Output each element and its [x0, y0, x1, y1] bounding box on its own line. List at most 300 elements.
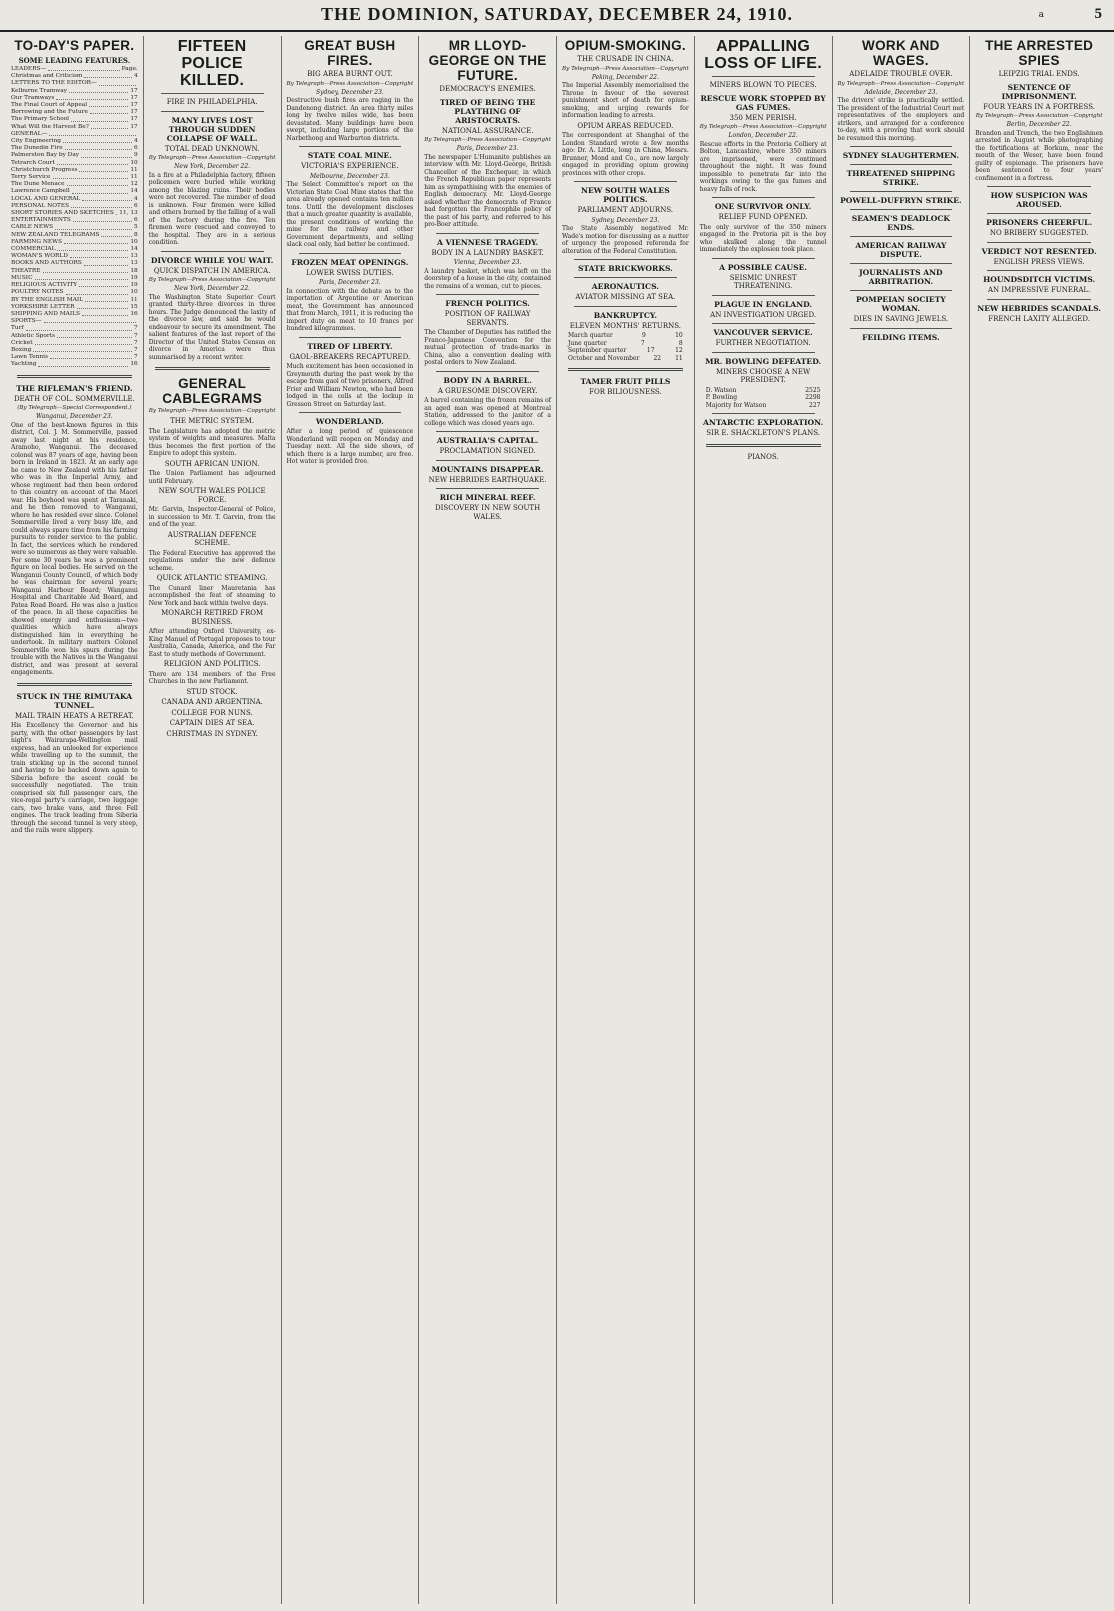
- index-label: FARMING NEWS: [11, 238, 63, 245]
- newspaper-title: THE DOMINION, SATURDAY, DECEMBER 24, 1910.: [321, 4, 793, 24]
- index-row: [11, 282, 138, 289]
- index-label: RELIGIOUS ACTIVITY: [11, 282, 78, 289]
- index-page: 10: [130, 238, 138, 245]
- bankruptcy-cell-b: 10: [675, 332, 683, 339]
- divider: [850, 191, 953, 192]
- index-page: 11, 13: [119, 210, 138, 217]
- subhead-investigation: AN INVESTIGATION URGED.: [710, 310, 817, 319]
- headline-powell-duffryn: POWELL-DUFFRYN STRIKE.: [840, 196, 962, 205]
- headline-sydney-slaughtermen: SYDNEY SLAUGHTERMEN.: [842, 151, 960, 160]
- index-row: [11, 325, 138, 332]
- dateline: Paris, December 23.: [319, 279, 381, 286]
- wire-credit: By Telegraph—Press Association—Copyright: [148, 408, 276, 414]
- headline-american-railway: AMERICAN RAILWAY DISPUTE.: [855, 241, 947, 259]
- divider: [850, 146, 953, 147]
- index-page: 7: [134, 354, 138, 361]
- index-page: 10: [130, 159, 138, 166]
- index-row: [11, 73, 138, 80]
- index-label: Christmas and Criticism: [11, 73, 83, 80]
- index-label: The Primary School: [11, 116, 70, 123]
- vote-row: [700, 394, 827, 402]
- leader-dots: [65, 145, 132, 150]
- majority-row: [700, 402, 827, 410]
- majority-value: 227: [809, 401, 821, 409]
- headline-appalling-loss: APPALLING LOSS OF LIFE.: [704, 38, 822, 72]
- index-row: [11, 260, 138, 267]
- subhead-railway-servants: POSITION OF RAILWAY SERVANTS.: [444, 310, 531, 327]
- index-page: 4: [134, 73, 138, 80]
- article-body: A laundry basket, which was left on the doorstep of a house in the city, contained the remains of a woman, cut to pieces.: [424, 267, 551, 290]
- index-page: 16: [130, 310, 138, 317]
- index-page: 12: [130, 181, 138, 188]
- index-page: 14: [130, 246, 138, 253]
- subhead-seismic-unrest: SEISMIC UNREST THREATENING.: [729, 273, 797, 290]
- wire-credit: (By Telegraph—Special Correspondent.): [17, 405, 132, 412]
- divider: [850, 328, 953, 329]
- leader-dots: [57, 333, 132, 338]
- index-row: [11, 311, 138, 318]
- subhead-shackleton: SIR E. SHACKLETON'S PLANS.: [706, 429, 820, 437]
- headline-nsw-politics: NEW SOUTH WALES POLITICS.: [581, 186, 670, 204]
- index-row: [11, 95, 138, 102]
- leader-dots: [56, 95, 128, 100]
- index-page: 9: [134, 152, 138, 159]
- index-page: 17: [130, 87, 138, 94]
- index-page: 11: [130, 166, 138, 173]
- index-row: [11, 102, 138, 109]
- divider: [436, 371, 539, 372]
- subhead-college-for-nuns: COLLEGE FOR NUNS.: [171, 708, 253, 717]
- article-body: The Chamber of Deputies has ratified the Franco-Japanese Convention for the mutual protection of trade-marks in China, also a convention dealing with postal orders to New Zealand.: [424, 329, 551, 366]
- headline-body-in-barrel: BODY IN A BARREL.: [443, 375, 532, 385]
- divider: [574, 259, 677, 260]
- article-body: Mr. Garvin, Inspector-General of Police, in succession to Mr. T. Garvin, from the end of the year.: [148, 506, 276, 528]
- leader-dots: [79, 282, 128, 287]
- bankruptcy-row: [562, 347, 689, 355]
- leader-dots: [63, 138, 132, 143]
- divider: [712, 197, 815, 198]
- index-page: 13: [130, 253, 138, 260]
- subhead-crusade-china: THE CRUSADE IN CHINA.: [577, 55, 674, 63]
- dateline: Wanganui, December 23.: [36, 413, 113, 421]
- index-label: GENERAL—: [11, 130, 48, 137]
- index-label: ENTERTAINMENTS: [11, 217, 71, 224]
- leader-dots: [82, 196, 132, 201]
- index-page: 6: [134, 145, 138, 152]
- index-row: [11, 340, 138, 347]
- index-label: BOOKS AND AUTHORS: [11, 260, 82, 267]
- leader-dots: [116, 210, 117, 215]
- leader-dots: [67, 181, 129, 186]
- subhead-earthquake: NEW HEBRIDES EARTHQUAKE.: [428, 475, 547, 484]
- divider: [436, 431, 539, 432]
- leader-dots: [70, 253, 128, 258]
- subhead-quick-dispatch: QUICK DISPATCH IN AMERICA.: [153, 266, 271, 275]
- subhead-defence-scheme: AUSTRALIAN DEFENCE SCHEME.: [167, 530, 257, 547]
- index-page: 11: [130, 296, 138, 303]
- dateline: Paris, December 23.: [456, 145, 519, 152]
- vote-cell-v: 2298: [805, 394, 821, 401]
- subhead-relief-fund: RELIEF FUND OPENED.: [718, 213, 808, 221]
- index-row: [11, 196, 138, 203]
- bankruptcy-cell-b: 11: [675, 354, 683, 362]
- divider: [850, 236, 953, 237]
- wire-credit: By Telegraph—Press Association—Copyright: [837, 80, 965, 87]
- article-body: After attending Oxford University, ex-King Manuel of Portugal proposes to tour Australia, Canada, America, and the Far East to study methods of Government.: [148, 628, 276, 658]
- subhead-gaol-breakers: GAOL-BREAKERS RECAPTURED.: [289, 352, 411, 361]
- divider: [299, 146, 402, 147]
- leader-dots: [57, 160, 129, 165]
- index-row: [11, 232, 138, 239]
- index-label: LETTERS TO THE EDITOR—: [11, 80, 97, 87]
- index-row: [11, 188, 138, 195]
- ad-headline-pianos: PIANOS.: [747, 452, 779, 461]
- divider: [850, 209, 953, 210]
- index-page: 15: [130, 303, 138, 310]
- divider: [436, 460, 539, 461]
- leader-dots: [72, 188, 129, 193]
- headline-one-survivor: ONE SURVIVOR ONLY.: [714, 202, 812, 211]
- dateline: Sydney, December 23.: [315, 88, 384, 96]
- index-page: Page.: [121, 66, 138, 72]
- leader-dots: [26, 325, 133, 330]
- index-page: 6: [134, 202, 138, 209]
- index-row: [11, 289, 138, 296]
- subhead-french-laxity: FRENCH LAXITY ALLEGED.: [988, 314, 1091, 323]
- index-row: [11, 224, 138, 231]
- index-row: [11, 275, 138, 282]
- article-body: The Imperial Assembly memorialised the Throne in favour of the severest punishment short of death for opium-smoking, and urging rewards for information leading to arrests.: [562, 82, 689, 119]
- index-label: Cricket: [11, 339, 33, 346]
- subhead-aviator-missing: AVIATOR MISSING AT SEA.: [575, 293, 676, 301]
- subhead-proclamation: PROCLAMATION SIGNED.: [439, 447, 536, 455]
- subhead-big-area: BIG AREA BURNT OUT.: [307, 70, 393, 78]
- headline-work-and-wages: WORK AND WAGES.: [862, 38, 940, 68]
- leader-dots: [33, 347, 132, 352]
- ad-headline-tamer-fruit-pills: TAMER FRUIT PILLS: [580, 377, 671, 386]
- index-row: [11, 116, 138, 123]
- divider: [850, 263, 953, 264]
- subhead-religion-politics: RELIGION AND POLITICS.: [163, 660, 261, 668]
- index-label: Christchurch Progress: [11, 166, 78, 173]
- column-2: [144, 36, 282, 1604]
- headline-opium-smoking: OPIUM-SMOKING.: [564, 38, 686, 53]
- subhead-leipzig-trial: LEIPZIG TRIAL ENDS.: [998, 70, 1080, 78]
- subhead-total-dead-unknown: TOTAL DEAD UNKNOWN.: [164, 144, 260, 153]
- index-page: 17: [130, 94, 138, 101]
- index-row: [11, 297, 138, 304]
- article-body: The correspondent at Shanghai of the London Standard wrote a few months ago: Dr. A. Little, long in China, Messrs. Brunner, Mond and Co., are now largely engaged in providing opium growing provinces with other crops.: [562, 132, 689, 177]
- subhead-south-african-union: SOUTH AFRICAN UNION.: [164, 459, 260, 468]
- headline-bankruptcy: BANKRUPTCY.: [593, 310, 658, 320]
- index-label: Terry Service: [11, 174, 51, 181]
- bankruptcy-cell-label: June quarter: [568, 339, 607, 347]
- dateline: Peking, December 22.: [591, 73, 659, 81]
- divider: [987, 270, 1091, 271]
- headline-mountains-disappear: MOUNTAINS DISAPPEAR.: [431, 464, 544, 474]
- ad-subhead-biliousness: FOR BILIOUSNESS.: [589, 388, 662, 396]
- leader-dots: [43, 268, 129, 273]
- divider: [155, 367, 270, 370]
- article-body: One of the best-known figures in this district, Col. J. M. Sommerville, passed away last night at his residence, Aramoho, Wanganui. The deceased colonel was 87 years of age, having been born in Ireland in 1823. At an early age he came to New Zealand with his father who was in the Imperial Army, and whose regiment had then been ordered to this country on account of the Maori war. His boyhood was spent at Taranaki, and he then removed to Wanganui, where he has resided ever since. Colonel Sommerville lived a very busy life, and could always spare time from his farming pursuits to render service to the public. In fact, the services which he rendered were so numerous as they were valuable. For some 30 years he was a prominent figure on local bodies. He served on the Wanganui County Council, of which body he was chairman for several years; Wanganui Harbour Board; Wanganui Hospital and Charitable Aid Board, and Patea Road Board. He was also a justice of the peace. In all these capacities he showed energy and enthusiasm—two qualities which have always distinguished him in everything he undertook. In military matters Colonel Sommerville won his spurs during the trouble with the Natives in the Wanganui district, and was present at several engagements.: [11, 421, 138, 677]
- subhead-national-assurance: NATIONAL ASSURANCE.: [441, 126, 534, 135]
- leader-dots: [66, 289, 129, 294]
- index-page: 7: [134, 346, 138, 353]
- masthead: [0, 0, 1114, 32]
- dateline: New York, December 22.: [174, 163, 251, 170]
- subhead-saving-jewels: DIES IN SAVING JEWELS.: [853, 315, 949, 323]
- article-body: The Legislature has adopted the metric system of weights and measures. Malta thus becomes the first portion of the Empire to adopt this system.: [148, 427, 276, 457]
- headline-shipping-strike: THREATENED SHIPPING STRIKE.: [846, 169, 956, 187]
- article-body: Much excitement has been occasioned in Greymouth during the past week by the escape from gaol of two prisoners, Alfred Frier and William Newton, who had been lodged in the cells at the lockup in Gresson Street on Saturday last.: [286, 363, 414, 408]
- index-label: The Final Court of Appeal: [11, 102, 88, 109]
- index-label: Lawn Tennis: [11, 354, 48, 361]
- article-body: In connection with the debate as to the importation of Argentine or American meat, the Government has announced that from March, 1911, it is reducing the import duty on meat to 10 francs per hundred kilogrammes.: [286, 287, 414, 332]
- divider: [712, 76, 815, 77]
- subhead-victoria-experience: VICTORIA'S EXPERIENCE.: [301, 162, 399, 170]
- leader-dots: [84, 260, 129, 265]
- headline-verdict-not-resented: VERDICT NOT RESENTED.: [981, 246, 1097, 256]
- leader-dots: [64, 239, 128, 244]
- index-page: 17: [130, 109, 138, 116]
- wire-credit: By Telegraph—Press Association—Copyright: [975, 113, 1103, 119]
- bankruptcy-cell-a: 22: [653, 354, 662, 362]
- index-page: 13: [130, 260, 138, 267]
- headline-lloyd-george: MR LLOYD-GEORGE ON THE FUTURE.: [428, 38, 547, 83]
- divider: [161, 111, 264, 112]
- index-row: [11, 80, 138, 87]
- column-1: [6, 36, 144, 1604]
- wire-credit: By Telegraph—Press Association—Copyright: [286, 80, 414, 87]
- vote-table: [700, 387, 827, 402]
- headline-fifteen-police-killed: FIFTEEN POLICE KILLED.: [177, 38, 247, 89]
- index-row: [11, 145, 138, 152]
- divider: [987, 186, 1091, 187]
- headline-feilding-items: FEILDING ITEMS.: [862, 332, 940, 342]
- subhead-rescue-work: RESCUE WORK STOPPED BY GAS FUMES.: [700, 93, 826, 112]
- index-label: Boxing: [11, 346, 32, 353]
- subhead-further-negotiation: FURTHER NEGOTIATION.: [715, 339, 811, 347]
- wire-credit: By Telegraph—Press Association—Copyright: [148, 277, 276, 283]
- index-row: [11, 304, 138, 311]
- headline-seamens-deadlock: SEAMEN'S DEADLOCK ENDS.: [851, 214, 950, 232]
- bankruptcy-row: [562, 340, 689, 348]
- leader-dots: [85, 297, 128, 302]
- index-row: [11, 203, 138, 210]
- index-label: What Will the Harvest Be?: [11, 123, 89, 130]
- page-number: 5: [1094, 6, 1102, 22]
- divider: [436, 233, 539, 234]
- index-label: City Engineering: [11, 138, 61, 145]
- column-7: [833, 36, 971, 1604]
- majority-label: Majority for Watson: [705, 401, 767, 409]
- index-label: YORKSHIRE LETTER: [11, 303, 75, 310]
- divider: [161, 93, 264, 94]
- subhead-no-bribery: NO BRIBERY SUGGESTED.: [989, 229, 1089, 237]
- bankruptcy-cell-label: October and November: [568, 354, 640, 362]
- subhead-atlantic-steaming: QUICK ATLANTIC STEAMING.: [156, 574, 268, 582]
- index-row: [11, 333, 138, 340]
- index-label: PERSONAL NOTES: [11, 202, 70, 209]
- subhead-adelaide: ADELAIDE TROUBLE OVER.: [849, 70, 953, 78]
- index-label: Yachting: [11, 361, 37, 368]
- index-row: [11, 160, 138, 167]
- index-page: 4: [134, 138, 138, 145]
- index-label: Our Tramways: [11, 94, 55, 101]
- article-body: The newspaper L'Humanite publishes an interview with Mr. Lloyd-George, British Chancellor of the Exchequer, in which the French Republican paper represents him as sympathising with the enemies of English democracy. Mr. Lloyd-George asked whether the democrats of France had forgotten the Francophile policy of the past of his party, and referred to his pro-Boer attitude.: [424, 153, 551, 228]
- index-page: 17: [130, 116, 138, 123]
- index-label: WOMAN'S WORLD: [11, 253, 68, 260]
- index-page: 4: [134, 195, 138, 202]
- bankruptcy-cell-a: 17: [646, 347, 655, 354]
- leader-dots: [53, 174, 129, 179]
- article-body: Destructive bush fires are raging in the Dandenong district. An area thirty miles long by twelve miles wide, has been devastated. Many buildings have been swept, including large portions of the Narbethong and Warburton districts.: [286, 97, 414, 142]
- divider: [574, 181, 677, 182]
- divider: [712, 258, 815, 259]
- headline-australias-capital: AUSTRALIA'S CAPITAL.: [436, 436, 539, 445]
- article-body: The State Assembly negatived Mr. Wade's motion for discussing as a matter of urgency the proposed referenda for alteration of the Federal Constitution.: [562, 225, 689, 255]
- dateline: Melbourne, December 23.: [310, 172, 390, 180]
- index-row: [11, 138, 138, 145]
- index-label: The Dune Menace: [11, 181, 65, 188]
- index-label: Lawrence Campbell: [11, 188, 70, 195]
- index-page: 5: [134, 224, 138, 231]
- vote-cell-name: D. Watson: [705, 386, 737, 394]
- article-body: The drivers' strike is practically settled. The president of the Industrial Court met representatives of the employers and strikers, and arranged for a conference to-day, with a proving that work should be resumed this morning.: [837, 97, 965, 142]
- headline-journalists: JOURNALISTS AND ARBITRATION.: [859, 268, 943, 286]
- subhead-democracys-enemies: DEMOCRACY'S ENEMIES.: [439, 85, 536, 93]
- subhead-stud-stock: STUD STOCK.: [186, 687, 238, 696]
- headline-antarctic: ANTARCTIC EXPLORATION.: [702, 418, 824, 427]
- index-page: 6: [134, 217, 138, 224]
- divider: [987, 242, 1091, 243]
- headline-wonderland: WONDERLAND.: [315, 417, 384, 426]
- subhead-english-press: ENGLISH PRESS VIEWS.: [993, 257, 1085, 266]
- subhead-gruesome: A GRUESOME DISCOVERY.: [437, 386, 538, 395]
- subhead-nsw-police: NEW SOUTH WALES POLICE FORCE.: [158, 487, 266, 504]
- headline-viennese-tragedy: A VIENNESE TRAGEDY.: [437, 237, 539, 247]
- wire-credit: By Telegraph—Press Association—Copyright: [424, 137, 551, 143]
- index-label: LOCAL AND GENERAL: [11, 195, 81, 202]
- index-page: 7: [134, 332, 138, 339]
- index-row: [11, 210, 138, 217]
- wire-credit: By Telegraph—Press Association—Copyright: [562, 65, 689, 72]
- index-label: Turf: [11, 325, 24, 332]
- column-5: [557, 36, 695, 1604]
- column-4: [419, 36, 557, 1604]
- index-label: POULTRY NOTES: [11, 289, 64, 296]
- article-body: After a long period of quiescence Wonderland will reopen on Monday and Tuesday next. All the side shows, of which there is a large number, are free. Hot water is provided free.: [286, 428, 414, 465]
- index-row: [11, 109, 138, 116]
- subhead-death-of-col-sommerville: DEATH OF COL. SOMMERVILLE.: [13, 394, 135, 403]
- index-page: 16: [130, 361, 138, 368]
- vote-cell-v: 2525: [805, 386, 821, 394]
- columns: [6, 36, 1108, 1604]
- headline-new-hebrides: NEW HEBRIDES SCANDALS.: [977, 303, 1101, 313]
- article-body: The Select Committee's report on the Victorian State Coal Mine states that the area already opened contains ten million tons. Until the development discloses that a much greater quantity is available, the present conditions of working the mine for the railway and other Government departments, and selling slack coal only, had better be continued.: [286, 181, 414, 248]
- leader-dots: [71, 116, 128, 121]
- index-row: [11, 131, 138, 138]
- index-label: MUSIC: [11, 274, 33, 281]
- index-page: 11: [130, 174, 138, 181]
- headline-riflemans-friend: THE RIFLEMAN'S FRIEND.: [16, 383, 133, 393]
- subhead-monarch-retired: MONARCH RETIRED FROM BUSINESS.: [161, 609, 264, 626]
- bankruptcy-row: [562, 332, 689, 340]
- wire-credit: By Telegraph—Press Association—Copyright: [699, 124, 827, 130]
- headline-bowling-defeated: MR. BOWLING DEFEATED.: [705, 356, 822, 366]
- divider: [987, 299, 1091, 300]
- subhead-plaything: TIRED OF BEING THE PLAYTHING OF ARISTOCRATS.: [439, 97, 536, 125]
- article-body: A barrel containing the frozen remains of an aged man was opened at Montreal Station, addressed to the janitor of a college which was closed years ago.: [424, 397, 551, 427]
- index-row: [11, 239, 138, 246]
- index-label: CABLE NEWS: [11, 224, 54, 231]
- article-body: The Federal Executive has approved the regulations under the new defence scheme.: [148, 549, 276, 572]
- article-body: The only survivor of the 350 miners engaged in the Pretoria pit is the boy who skulked along the tunnel immediately the explosion took place.: [699, 223, 827, 253]
- divider: [299, 253, 402, 254]
- vote-cell-name: P. Bowling: [705, 394, 738, 401]
- headline-state-coal-mine: STATE COAL MINE.: [307, 151, 392, 160]
- leader-dots: [91, 124, 129, 129]
- headline-vancouver-service: VANCOUVER SERVICE.: [713, 328, 813, 337]
- index-page: 7: [134, 339, 138, 346]
- headline-tired-of-liberty: TIRED OF LIBERTY.: [307, 341, 393, 351]
- divider: [161, 251, 264, 252]
- contents-index: [11, 66, 138, 369]
- leader-dots: [79, 167, 128, 172]
- leader-dots: [81, 152, 132, 157]
- dateline: Sydney, December 23.: [591, 216, 660, 224]
- index-row: [11, 174, 138, 181]
- index-row: [11, 347, 138, 354]
- headline-plague-england: PLAGUE IN ENGLAND.: [714, 299, 813, 309]
- article-body: Brandon and Trench, the two Englishmen arrested in August while photographing the fortifications at Borkum, near the mouth of the Weser, have been found guilty of espionage. The prisoners have been sentenced to four years' confinement in a fortress.: [975, 129, 1103, 182]
- leader-dots: [38, 361, 128, 366]
- bankruptcy-table: [562, 332, 689, 362]
- index-page: 10: [130, 289, 138, 296]
- index-page: 14: [130, 188, 138, 195]
- bankruptcy-cell-b: 8: [678, 339, 683, 347]
- divider: [850, 290, 953, 291]
- index-row: [11, 66, 138, 73]
- index-row: [11, 253, 138, 260]
- index-label: BY THE ENGLISH MAIL: [11, 296, 84, 303]
- leader-dots: [50, 354, 132, 359]
- subhead-mail-train: MAIL TRAIN HEATS A RETREAT.: [14, 711, 134, 720]
- headline-suspicion-aroused: HOW SUSPICION WAS AROUSED.: [990, 191, 1088, 209]
- article-body: There are 134 members of the Free Churches in the new Parliament.: [148, 670, 276, 685]
- index-label: The Dunedin Fire: [11, 145, 63, 152]
- divider: [712, 295, 815, 296]
- leader-dots: [77, 304, 129, 309]
- article-body: The Union Parliament has adjourned until February.: [148, 470, 276, 485]
- column-8: [970, 36, 1108, 1604]
- subhead-swiss-duties: LOWER SWISS DUTIES.: [306, 268, 394, 277]
- leader-dots: [35, 275, 129, 280]
- article-body: Rescue efforts in the Pretoria Colliery at Bolton, Lancashire, where 350 miners are imprisoned, were continued throughout the night. It was found impossible to penetrate far into the workings owing to the gas fumes and heavy falls of rock.: [699, 140, 827, 193]
- headline-todays-paper: TO-DAY'S PAPER.: [14, 38, 135, 53]
- headline-pompeian-woman: POMPEIAN SOCIETY WOMAN.: [855, 295, 946, 313]
- divider: [574, 306, 677, 307]
- headline-general-cablegrams: GENERAL CABLEGRAMS: [162, 376, 262, 406]
- leader-dots: [35, 340, 132, 345]
- index-label: LEADERS—: [11, 66, 47, 72]
- divider: [850, 164, 953, 165]
- subhead-discovery-nsw: DISCOVERY IN NEW SOUTH WALES.: [435, 504, 541, 521]
- index-row: [11, 88, 138, 95]
- index-page: 19: [130, 282, 138, 289]
- leader-dots: [99, 80, 136, 85]
- bankruptcy-row: [562, 355, 689, 363]
